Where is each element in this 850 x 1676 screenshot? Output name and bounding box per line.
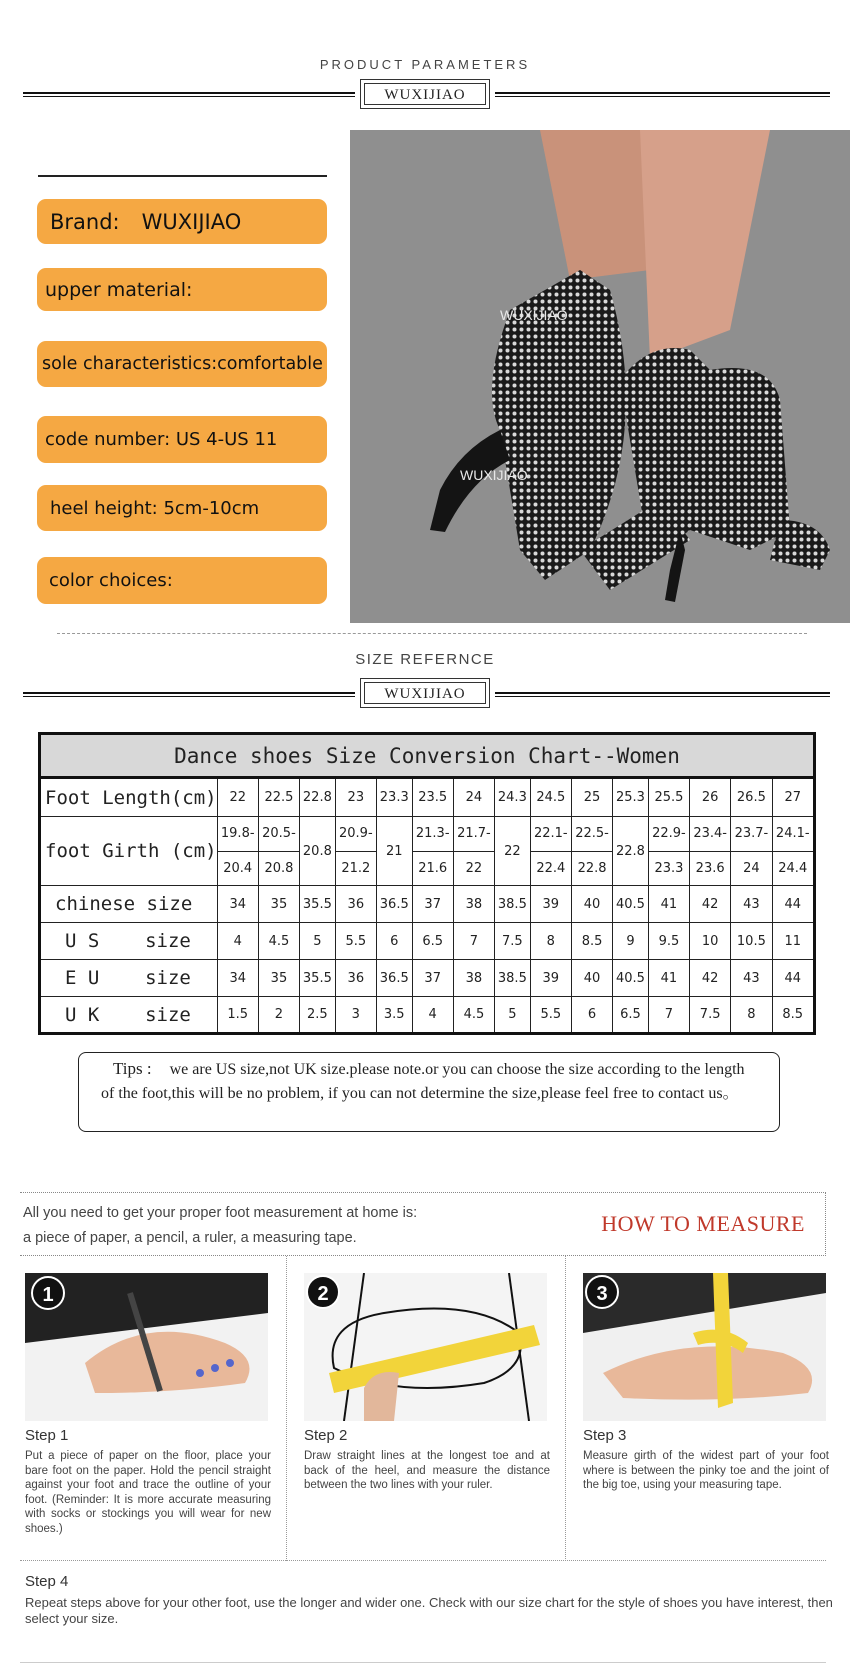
size-cell: 26.5 — [731, 778, 772, 817]
girth-part: 23.3 — [649, 851, 689, 885]
size-cell: 37 — [412, 886, 453, 923]
size-cell: 36.5 — [376, 886, 412, 923]
params-divider — [38, 175, 327, 177]
step4-title: Step 4 — [25, 1573, 69, 1590]
girth-part: 22.4 — [531, 851, 571, 885]
girth-part: 21.6 — [413, 851, 453, 885]
size-cell: 40 — [571, 886, 612, 923]
size-cell: 6 — [571, 997, 612, 1034]
size-cell: 4 — [217, 923, 258, 960]
size-cell: 25.3 — [613, 778, 649, 817]
table-title: Dance shoes Size Conversion Chart--Women — [40, 734, 815, 778]
size-cell: 35.5 — [300, 960, 336, 997]
size-cell: 40 — [571, 960, 612, 997]
header-rule-left — [23, 92, 355, 97]
step1-text: Put a piece of paper on the floor, place your bare foot on the paper. Hold the pencil straight against your foot and trace the outline of your foot. (Reminder: It is more accurate measuring with socks or stockings you will wear for new shoes.) — [25, 1450, 271, 1535]
step2-text: Draw straight lines at the longest toe and at back of the heel, and measure the distance between the two lines with your ruler. — [304, 1450, 550, 1491]
size-cell — [772, 817, 815, 886]
ruler-illustration — [304, 1273, 547, 1421]
size-cell: 5 — [300, 923, 336, 960]
girth-part: 23.6 — [690, 851, 730, 885]
row-label: U K size — [40, 997, 218, 1034]
size-cell: 25 — [571, 778, 612, 817]
size-cell: 36.5 — [376, 960, 412, 997]
size-cell: 1.5 — [217, 997, 258, 1034]
size-cell — [731, 817, 772, 886]
girth-part: 24 — [731, 851, 771, 885]
size-cell: 34 — [217, 886, 258, 923]
bottom-rule — [20, 1662, 826, 1663]
size-cell: 24.5 — [530, 778, 571, 817]
how-to-measure-title: HOW TO MEASURE — [601, 1211, 805, 1236]
size-cell: 20.8 — [300, 817, 336, 886]
girth-part: 22.8 — [572, 851, 612, 885]
tips-box — [78, 1052, 780, 1132]
size-brand-logo-box — [360, 678, 490, 708]
step3-text: Measure girth of the widest part of your foot where is between the pinky toe and the joint of the big toe, using your measuring tape. — [583, 1450, 829, 1491]
girth-part: 22 — [454, 851, 494, 885]
step2-badge: 2 — [306, 1275, 340, 1309]
size-cell: 3 — [335, 997, 376, 1034]
size-cell: 39 — [530, 960, 571, 997]
code-number-text: code number: US 4-US 11 — [45, 429, 278, 450]
size-cell: 10.5 — [731, 923, 772, 960]
step-divider-2 — [565, 1256, 566, 1561]
girth-part: 20.5- — [262, 826, 296, 841]
size-cell — [335, 817, 376, 886]
size-cell — [258, 817, 299, 886]
girth-part: 24.1- — [775, 826, 810, 841]
step3-badge: 3 — [585, 1275, 619, 1309]
size-cell: 23.5 — [412, 778, 453, 817]
size-cell: 6 — [376, 923, 412, 960]
size-cell: 27 — [772, 778, 815, 817]
size-cell: 42 — [690, 886, 731, 923]
photo-watermark-1: WUXIJIAO — [500, 307, 568, 323]
size-cell: 6.5 — [412, 923, 453, 960]
size-cell: 9.5 — [648, 923, 689, 960]
size-cell: 25.5 — [648, 778, 689, 817]
size-cell: 41 — [648, 960, 689, 997]
girth-part: 21.7- — [457, 826, 491, 841]
size-cell: 8.5 — [571, 923, 612, 960]
size-cell: 10 — [690, 923, 731, 960]
size-cell: 7.5 — [495, 923, 531, 960]
row-label: chinese size — [40, 886, 218, 923]
size-cell: 23 — [335, 778, 376, 817]
size-cell: 37 — [412, 960, 453, 997]
size-cell: 8 — [530, 923, 571, 960]
measure-intro-line1: All you need to get your proper foot measurement at home is: — [23, 1205, 418, 1221]
brand-value: WUXIJIAO — [141, 209, 242, 234]
photo-watermark-2: WUXIJIAO — [460, 467, 528, 483]
size-cell: 7 — [648, 997, 689, 1034]
row-uk-size — [40, 997, 815, 1034]
size-cell: 26 — [690, 778, 731, 817]
size-cell: 42 — [690, 960, 731, 997]
size-cell: 38.5 — [495, 960, 531, 997]
upper-material-pill — [37, 268, 327, 311]
product-parameters-label: PRODUCT PARAMETERS — [319, 57, 531, 72]
size-cell: 6.5 — [613, 997, 649, 1034]
step2-image — [304, 1273, 547, 1421]
row-eu-size — [40, 960, 815, 997]
row-label: E U size — [40, 960, 218, 997]
size-cell: 21 — [376, 817, 412, 886]
row-label: U S size — [40, 923, 218, 960]
size-cell: 38.5 — [495, 886, 531, 923]
size-cell: 5 — [495, 997, 531, 1034]
size-rule-right — [495, 692, 830, 697]
girth-part: 22.9- — [652, 826, 686, 841]
size-cell — [690, 817, 731, 886]
section-divider-dashed — [57, 633, 807, 634]
size-cell: 23.3 — [376, 778, 412, 817]
step1-badge: 1 — [31, 1276, 65, 1310]
measure-intro-line2: a piece of paper, a pencil, a ruler, a measuring tape. — [23, 1230, 357, 1246]
sole-pill — [37, 341, 327, 387]
step4-text: Repeat steps above for your other foot, use the longer and wider one. Check with our size chart for the style of shoes you have interest, then select your size. — [25, 1595, 833, 1626]
size-cell — [648, 817, 689, 886]
sole-text: sole characteristics:comfortable — [42, 354, 323, 374]
size-cell: 38 — [453, 886, 494, 923]
color-choices-pill — [37, 557, 327, 604]
color-choices-text: color choices: — [49, 570, 173, 591]
size-cell: 9 — [613, 923, 649, 960]
size-cell: 43 — [731, 960, 772, 997]
size-conversion-table — [38, 732, 816, 1035]
size-cell: 43 — [731, 886, 772, 923]
code-number-pill — [37, 416, 327, 463]
row-label: foot Girth (cm) — [40, 817, 218, 886]
size-cell: 24 — [453, 778, 494, 817]
size-cell: 22.8 — [613, 817, 649, 886]
size-cell: 22.8 — [300, 778, 336, 817]
size-cell: 5.5 — [335, 923, 376, 960]
size-cell: 3.5 — [376, 997, 412, 1034]
size-cell: 36 — [335, 886, 376, 923]
row-chinese-size — [40, 886, 815, 923]
size-cell: 5.5 — [530, 997, 571, 1034]
size-cell: 4 — [412, 997, 453, 1034]
size-cell: 35 — [258, 960, 299, 997]
size-cell: 39 — [530, 886, 571, 923]
girth-part: 20.4 — [218, 851, 258, 885]
girth-part: 20.8 — [259, 851, 299, 885]
heel-height-text: heel height: 5cm-10cm — [50, 497, 260, 519]
brand-logo-box — [360, 79, 490, 109]
step3-title: Step 3 — [583, 1427, 627, 1444]
girth-part: 22.5- — [575, 826, 609, 841]
size-cell: 41 — [648, 886, 689, 923]
girth-part: 22.1- — [533, 826, 568, 841]
step2-title: Step 2 — [304, 1427, 348, 1444]
tips-text: we are US size,not UK size.please note.or you can choose the size according to the length of the foot,this will be no problem, if you can not determine the size,please feel free to contact us。 — [101, 1061, 745, 1102]
size-cell: 11 — [772, 923, 815, 960]
row-foot-length — [40, 778, 815, 817]
brand-pill — [37, 199, 327, 244]
size-cell — [530, 817, 571, 886]
row-us-size — [40, 923, 815, 960]
size-cell: 2 — [258, 997, 299, 1034]
size-cell: 24.3 — [495, 778, 531, 817]
size-rule-left — [23, 692, 355, 697]
girth-part: 20.9- — [339, 826, 373, 841]
size-cell — [453, 817, 494, 886]
size-cell: 7 — [453, 923, 494, 960]
size-cell: 2.5 — [300, 997, 336, 1034]
brand-label: Brand: — [50, 209, 120, 234]
girth-part: 23.7- — [734, 826, 769, 841]
girth-part: 21.3- — [415, 826, 450, 841]
size-cell: 40.5 — [613, 960, 649, 997]
size-cell: 4.5 — [453, 997, 494, 1034]
size-cell: 8 — [731, 997, 772, 1034]
shoe-illustration — [350, 130, 850, 623]
size-cell — [217, 817, 258, 886]
size-cell — [571, 817, 612, 886]
size-cell: 36 — [335, 960, 376, 997]
size-cell: 22 — [217, 778, 258, 817]
upper-material-text: upper material: — [45, 278, 193, 301]
size-cell: 22 — [495, 817, 531, 886]
row-label: Foot Length(cm) — [40, 778, 218, 817]
size-cell: 22.5 — [258, 778, 299, 817]
step1-image — [25, 1273, 268, 1421]
step-divider-1 — [286, 1256, 287, 1561]
girth-part: 21.2 — [336, 851, 376, 885]
brand-logo: WUXIJIAO — [364, 83, 486, 105]
size-cell: 4.5 — [258, 923, 299, 960]
how-to-measure-header — [20, 1192, 826, 1256]
size-cell: 38 — [453, 960, 494, 997]
girth-part: 19.8- — [220, 826, 255, 841]
step4-divider — [20, 1560, 826, 1561]
size-cell: 35 — [258, 886, 299, 923]
step3-image — [583, 1273, 826, 1421]
size-cell: 35.5 — [300, 886, 336, 923]
size-cell — [412, 817, 453, 886]
girth-part: 23.4- — [693, 826, 727, 841]
heel-height-pill — [37, 485, 327, 531]
size-reference-label: SIZE REFERNCE — [355, 651, 495, 668]
size-cell: 44 — [772, 960, 815, 997]
row-foot-girth — [40, 817, 815, 886]
size-cell: 44 — [772, 886, 815, 923]
size-brand-logo: WUXIJIAO — [364, 682, 486, 704]
size-cell: 40.5 — [613, 886, 649, 923]
tips-label: Tips : — [113, 1059, 152, 1078]
product-photo — [350, 130, 850, 623]
size-cell: 8.5 — [772, 997, 815, 1034]
size-cell: 34 — [217, 960, 258, 997]
tape-measure-illustration — [583, 1273, 826, 1421]
step1-title: Step 1 — [25, 1427, 69, 1444]
size-cell: 7.5 — [690, 997, 731, 1034]
header-rule-right — [495, 92, 830, 97]
girth-part: 24.4 — [773, 851, 814, 885]
